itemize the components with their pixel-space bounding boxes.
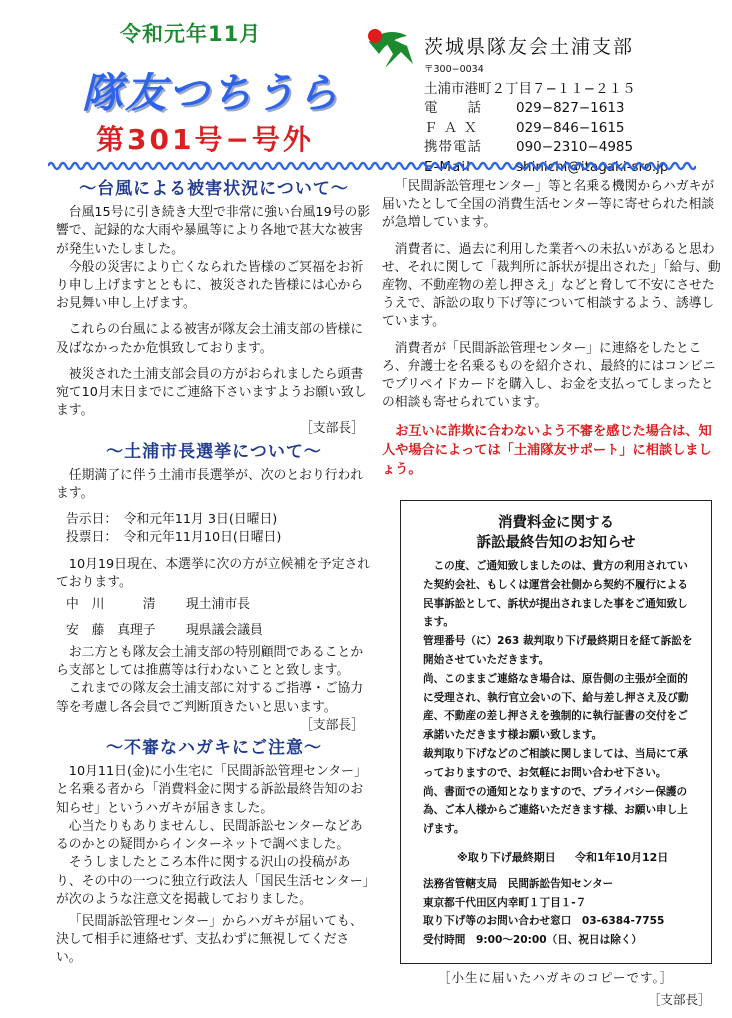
notice-paragraph: 尚、書面での通知となりますので、プライバシー保護の為、ご本人様からご連絡いただきます様、お願い申し上げます。	[423, 785, 688, 836]
notice-deadline	[457, 849, 668, 865]
typhoon-paragraph: 今般の災害により亡くなられた皆様のご冥福をお祈り申し上げますとともに、被災された皆様には心からお見舞い申し上げます。	[56, 259, 364, 312]
issue-date: 令和元年11月	[120, 22, 262, 46]
election-paragraph: 10月19日現在、本選挙に次の方が立候補を予定されております。	[56, 556, 371, 590]
left-column	[56, 178, 372, 968]
notice-paragraph: この度、ご通知致しましたのは、貴方の利用されていた契約会社、もしくは運営会社側から契約不履行による民事訴訟として、訴状が提出されました事をご通知致します。	[423, 560, 688, 629]
fraud-warning: お互いに詐欺に合わないよう不審を感じた場合は、知人や場合によっては「土浦隊友サポート」に相談しましょう。	[382, 424, 712, 478]
deadline-label: ※取り下げ最終期日	[457, 851, 556, 864]
fax-label: Ｆ Ａ Ｘ	[424, 119, 479, 136]
wavy-divider	[48, 160, 696, 172]
typhoon-paragraph: これらの台風による被害が隊友会土浦支部の皆様に及ばなかったか危惧致しております。	[56, 322, 364, 356]
election-paragraph: お二方とも隊友会土浦支部の特別顧問であることから支部としては推薦等は行わないことと致します。	[56, 645, 364, 679]
org-name: 茨城県隊友会土浦支部	[424, 36, 635, 58]
typhoon-signature: ［支部長］	[300, 421, 364, 437]
mobile-label: 携帯電話	[424, 139, 482, 155]
issue-number: 第301号−号外	[96, 123, 314, 156]
notice-paragraph: 尚、このままご連絡なき場合は、原告側の主張が全面的に受理され、執行官立会いの下、給与差し押さえ及び動産、不動産の差し押さえを強制的に執行証書の交付をご承諾いただきます様お願い致します。	[423, 672, 689, 742]
candidate-row	[66, 618, 372, 644]
candidate-name: 安 藤 真理子	[66, 623, 156, 639]
candidate-name: 中 川 清	[66, 597, 156, 613]
fax-number: 029−846−1615	[516, 119, 625, 136]
postcard-caption: ［小生に届いたハガキのコピーです。］	[438, 970, 674, 985]
sender-line: 取り下げ等のお問い合わせ窓口 03-6384-7755	[423, 915, 665, 928]
deadline-date: 令和1年10月12日	[575, 851, 669, 864]
right-column	[382, 178, 722, 479]
typhoon-paragraph: 被災された土浦支部会員の方がおられましたら頭書宛て10月末日までにご連絡下さいますようお願い致します。	[56, 366, 367, 419]
mobile-number: 090−2310−4985	[516, 139, 634, 155]
sender-line: 東京都千代田区内幸町１丁目１-７	[423, 896, 587, 909]
notice-title	[401, 513, 711, 553]
postal-code: 〒300−0034	[424, 64, 484, 75]
candidate-role: 現土浦市長	[186, 597, 250, 613]
notice-paragraph: 裁判取り下げなどのご相談に関しましては、当局にて承っておりますので、お気軽にお問い合わせ下さい。	[423, 747, 688, 779]
notice-paragraph: 管理番号（に）263 裁判取り下げ最終期日を経て訴訟を開始させていただきます。	[423, 635, 693, 666]
election-paragraph: 任期満了に伴う土浦市長選挙が、次のとおり行われます。	[56, 467, 364, 502]
phone-label: 電 話	[424, 100, 482, 116]
announcement-date: 告示日： 令和元年11月 3日(日曜日)	[66, 512, 278, 528]
address: 土浦市港町２丁目７−１１−２１５	[424, 80, 636, 97]
postcard-paragraph: 心当たりもありませんし、民間訴訟センターなどあるのかとの疑問からインターネットで調べました。	[56, 818, 363, 853]
typhoon-paragraph: 台風15号に引き続き大型で非常に強い台風19号の影響で、記録的な大雨や暴風等により各地で甚大な被害が発生いたしました。	[56, 205, 371, 257]
postcard-paragraph: 10月11日(金)に小生宅に「民間訴訟管理センター」と名乗る者から「消費料金に関する訴訟最終告知のお知らせ」というハガキが届きました。	[56, 764, 367, 816]
candidate-row	[66, 592, 372, 618]
typhoon-heading: 〜台風による被害状況について〜	[79, 179, 349, 199]
notice-sender	[423, 875, 703, 949]
election-paragraph: これまでの隊友会土浦支部に対するご指導・ご協力等を考慮し各会員でご判断頂きたいと思います。	[56, 681, 364, 715]
candidate-role: 現県議会議員	[186, 623, 263, 639]
candidate-list	[56, 592, 372, 644]
newsletter-title: 隊友つちうら	[82, 69, 340, 117]
final-signature: ［支部長］	[648, 992, 711, 1007]
notice-title-line: 消費料金に関する	[498, 515, 614, 531]
email-address: shinichi@itagaki-sro.jp	[516, 158, 669, 175]
notice-title-line: 訴訟最終告知のお知らせ	[476, 535, 636, 551]
phone-number: 029−827−1613	[516, 100, 625, 116]
article-paragraph: 消費者が「民間訴訟管理センター」に連絡をしたところ、弁護士を名乗るものを紹介され、最終的にはコンビニでプリペイドカードを購入し、お金を支払ってしまったとの相談も寄せられています。	[382, 340, 716, 411]
article-paragraph: 「民間訴訟管理センター」等と名乗る機関からハガキが届いたとして全国の消費生活センター等に寄せられた相談が急増しています。	[382, 179, 715, 231]
postcard-heading: 〜不審なハガキにご注意〜	[106, 738, 322, 759]
election-heading: 〜土浦市長選挙について〜	[106, 441, 322, 462]
voting-date: 投票日： 令和元年11月10日(日曜日)	[66, 530, 282, 546]
postcard-paragraph: 「民間訴訟管理センター」からハガキが届いても、決して相手に連絡せず、支払わずに無視してください。	[56, 913, 363, 966]
postcard-paragraph: そうしましたところ本件に関する沢山の投稿があり、その中の一つに独立行政法人「国民生活センター」が次のような注意文を掲載しておりました。	[56, 855, 370, 907]
sender-line: 法務省管轄支局 民間訴訟告知センター	[423, 878, 614, 890]
notice-body	[423, 557, 695, 839]
sender-line: 受付時間 9:00〜20:00（日、祝日は除く）	[423, 933, 642, 946]
article-paragraph: 消費者に、過去に利用した業者への未払いがあると思わせ、それに関して「裁判所に訴状が提出された」「給与、動産物、不動産物の差し押さえ」などと脅して不安にさせたうえで、訴訟の取り下げ等について相談するよう、誘導しています。	[382, 241, 721, 330]
election-signature: ［支部長］	[300, 717, 364, 733]
postcard-copy	[400, 500, 712, 964]
taiyukai-logo-icon	[363, 24, 421, 72]
email-label: E-Mail	[424, 158, 471, 175]
